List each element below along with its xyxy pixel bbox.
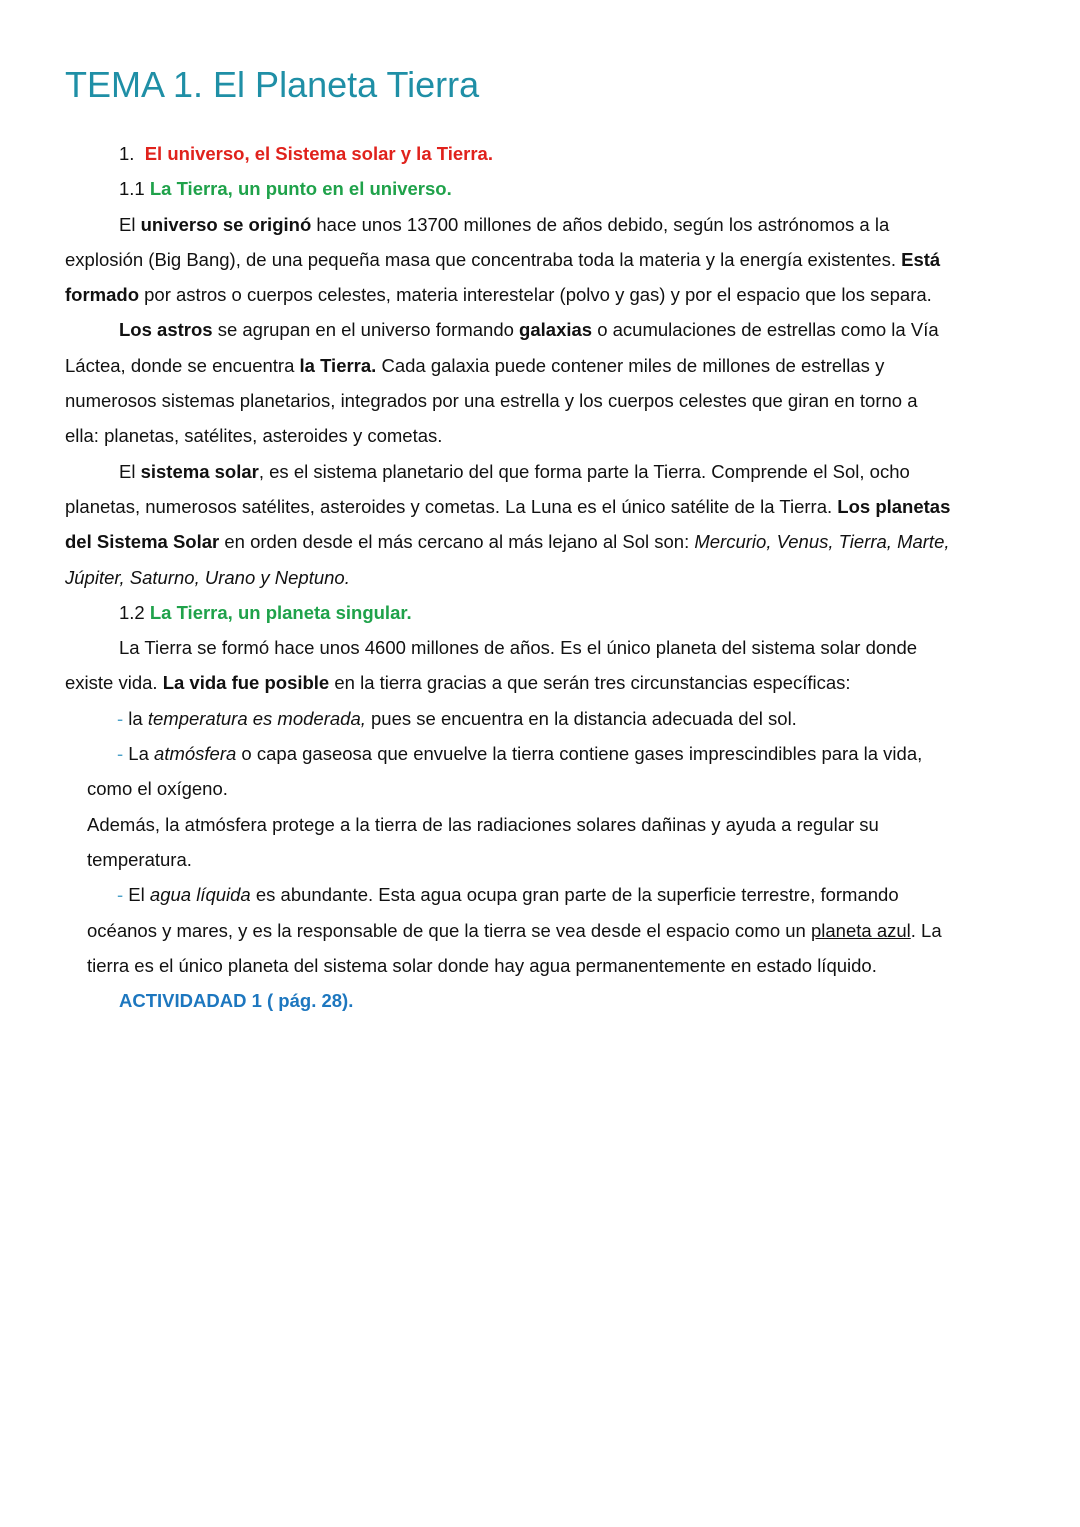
bold-text: universo se originó xyxy=(140,213,312,235)
paragraph-line xyxy=(65,277,1010,312)
paragraph-line xyxy=(65,807,1010,842)
text-run: como el oxígeno. xyxy=(87,778,228,800)
document-body xyxy=(65,136,1010,1018)
paragraph-line xyxy=(65,842,1010,877)
italic-text: temperatura es moderada, xyxy=(147,707,366,729)
text-run: La xyxy=(123,743,155,765)
bold-text: del Sistema Solar xyxy=(65,531,220,553)
text-run: explosión (Big Bang), de una pequeña masa que concentraba toda la materia y la energía existentes. xyxy=(65,248,902,270)
text-run: se agrupan en el universo formando xyxy=(212,319,520,341)
paragraph-line xyxy=(65,312,1010,347)
section-title: El universo, el Sistema solar y la Tierra. xyxy=(144,143,493,164)
italic-text: agua líquida xyxy=(149,884,251,906)
section-number: 1. xyxy=(119,143,135,164)
page-title: TEMA 1. El Planeta Tierra xyxy=(65,64,480,105)
text-run: Láctea, donde se encuentra xyxy=(65,354,300,376)
subsection-heading-1-2 xyxy=(65,595,1010,630)
underlined-text: planeta azul xyxy=(810,919,911,941)
bold-text: La vida fue posible xyxy=(162,672,330,694)
bullet-item xyxy=(65,877,1010,912)
activity-reference xyxy=(65,983,1010,1018)
text-run: pues se encuentra en la distancia adecuada del sol. xyxy=(365,707,797,729)
text-run: planetas, numerosos satélites, asteroides y cometas. La Luna es el único satélite de la Tierra. xyxy=(65,495,838,517)
bullet-marker: - xyxy=(117,707,124,729)
text-run: La Tierra se formó hace unos 4600 millones de años. Es el único planeta del sistema solar donde xyxy=(119,637,918,659)
subsection-number: 1.2 xyxy=(119,601,145,623)
paragraph-line xyxy=(65,524,1010,559)
bullet-item xyxy=(65,701,1010,736)
text-run: El xyxy=(123,884,150,906)
text-run: tierra es el único planeta del sistema solar donde hay agua permanentemente en estado líquido. xyxy=(87,954,877,976)
paragraph-line xyxy=(65,242,1010,277)
italic-text: Mercurio, Venus, Tierra, Marte, xyxy=(694,531,950,553)
bullet-item xyxy=(65,736,1010,771)
paragraph-line xyxy=(65,489,1010,524)
text-run: existe vida. xyxy=(65,672,163,694)
subsection-title: La Tierra, un planeta singular. xyxy=(149,601,412,623)
text-run: Además, la atmósfera protege a la tierra de las radiaciones solares dañinas y ayuda a regular su xyxy=(87,813,879,835)
bold-text: la Tierra. xyxy=(299,354,377,376)
text-run: El xyxy=(119,460,141,482)
section-heading-1 xyxy=(65,136,1010,171)
text-run: , es el sistema planetario del que forma parte la Tierra. Comprende el Sol, ocho xyxy=(258,460,910,482)
paragraph-line xyxy=(65,913,1010,948)
text-run: océanos y mares, y es la responsable de que la tierra se vea desde el espacio como un xyxy=(87,919,811,941)
paragraph-line xyxy=(65,348,1010,383)
paragraph-line xyxy=(65,418,1010,453)
text-run: la xyxy=(123,707,148,729)
text-run: El xyxy=(119,213,141,235)
bold-text: galaxias xyxy=(519,319,593,341)
subsection-title: La Tierra, un punto en el universo. xyxy=(149,178,452,200)
text-run: hace unos 13700 millones de años debido, según los astrónomos a la xyxy=(311,213,890,235)
text-run: o capa gaseosa que envuelve la tierra contiene gases imprescindibles para la vida, xyxy=(236,743,923,765)
bold-text: Los astros xyxy=(119,319,213,341)
text-run: temperatura. xyxy=(87,848,192,870)
activity-label: ACTIVIDADAD 1 ( pág. 28). xyxy=(119,990,354,1012)
text-run: por astros o cuerpos celestes, materia interestelar (polvo y gas) y por el espacio que los separa. xyxy=(139,284,932,306)
bullet-marker: - xyxy=(117,884,124,906)
bold-text: Los planetas xyxy=(837,495,951,517)
text-run: en orden desde el más cercano al más lejano al Sol son: xyxy=(219,531,695,553)
italic-text: Júpiter, Saturno, Urano y Neptuno. xyxy=(65,566,350,588)
paragraph-line xyxy=(65,560,1010,595)
paragraph-line xyxy=(65,771,1010,806)
text-run: es abundante. Esta agua ocupa gran parte de la superficie terrestre, formando xyxy=(250,884,899,906)
bold-text: sistema solar xyxy=(140,460,259,482)
text-run: numerosos sistemas planetarios, integrados por una estrella y los cuerpos celestes que giran en torno a xyxy=(65,390,918,412)
bold-text: Está xyxy=(901,248,941,270)
text-run: o acumulaciones de estrellas como la Vía xyxy=(592,319,939,341)
text-run: ella: planetas, satélites, asteroides y cometas. xyxy=(65,425,443,447)
paragraph-line xyxy=(65,207,1010,242)
text-run: en la tierra gracias a que serán tres circunstancias específicas: xyxy=(329,672,851,694)
paragraph-line xyxy=(65,665,1010,700)
text-run: Cada galaxia puede contener miles de millones de estrellas y xyxy=(376,354,885,376)
paragraph-line xyxy=(65,948,1010,983)
bullet-marker: - xyxy=(117,743,124,765)
paragraph-line xyxy=(65,630,1010,665)
bold-text: formado xyxy=(65,284,139,306)
paragraph-line xyxy=(65,383,1010,418)
paragraph-line xyxy=(65,454,1010,489)
text-run: . La xyxy=(910,919,942,941)
subsection-heading-1-1 xyxy=(65,171,1010,206)
subsection-number: 1.1 xyxy=(119,178,145,200)
italic-text: atmósfera xyxy=(154,743,237,765)
